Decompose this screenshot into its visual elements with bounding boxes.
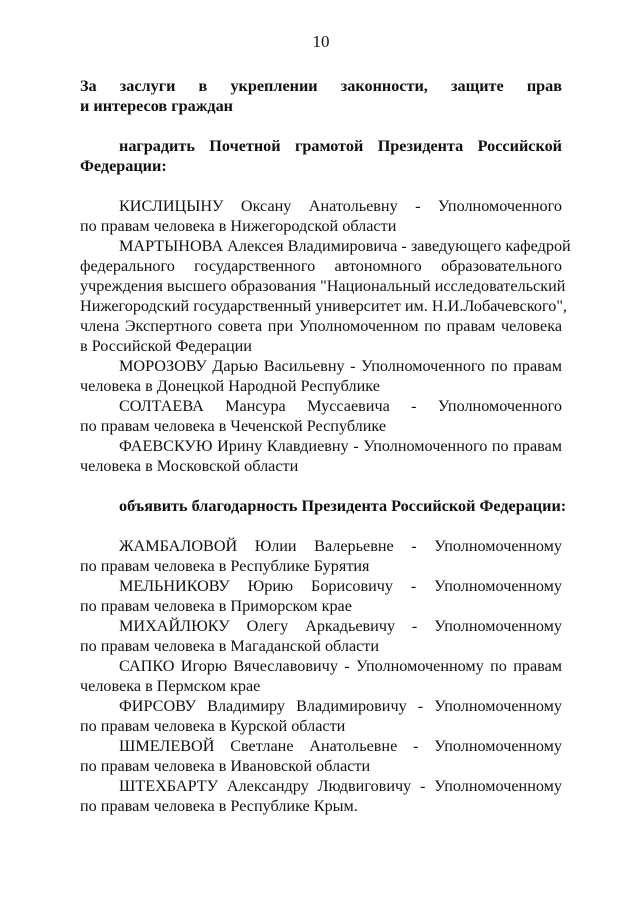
entry-line: по правам человека в Чеченской Республике	[80, 417, 387, 435]
entry-line: ФАЕВСКУЮ Ирину Клавдиевну - Уполномоченного по правам	[119, 437, 562, 455]
award-entry	[80, 396, 562, 436]
award-list	[80, 196, 571, 476]
entry-line: по правам человека в Республике Крым.	[80, 797, 358, 815]
entry-line: по правам человека в Нижегородской области	[80, 217, 397, 235]
entry-line: ШТЕХБАРТУ Александру Людвиговичу - Уполномоченному	[119, 777, 562, 795]
award-entry	[80, 436, 562, 476]
gratitude-entry	[80, 696, 562, 736]
award-entry	[80, 196, 562, 236]
page-number: 10	[312, 32, 330, 51]
entry-line: человека в Пермском крае	[80, 677, 261, 695]
award-heading-line: наградить Почетной грамотой Президента Российской	[119, 137, 562, 155]
gratitude-entry	[80, 536, 562, 576]
entry-line: САПКО Игорю Вячеславовичу - Уполномоченному по правам	[119, 657, 562, 675]
entry-line: члена Экспертного совета при Уполномоченном по правам человека	[80, 317, 562, 335]
gratitude-list	[80, 536, 562, 816]
entry-line: МЕЛЬНИКОВУ Юрию Борисовичу - Уполномоченному	[119, 577, 562, 595]
entry-line: человека в Донецкой Народной Республике	[80, 377, 380, 395]
award-entry	[80, 236, 571, 356]
entry-line: ФИРСОВУ Владимиру Владимировичу - Уполномоченному	[119, 697, 562, 715]
merits-heading-line: За заслуги в укреплении законности, защите прав	[80, 77, 562, 95]
entry-line: МАРТЫНОВА Алексея Владимировича - заведующего кафедрой	[119, 237, 571, 255]
entry-line: СОЛТАЕВА Мансура Муссаевича - Уполномоченного	[119, 397, 562, 415]
entry-line: человека в Московской области	[80, 457, 299, 475]
entry-line: ШМЕЛЕВОЙ Светлане Анатольевне - Уполномоченному	[119, 737, 562, 755]
entry-line: по правам человека в Приморском крае	[80, 597, 352, 615]
award-entry	[80, 356, 562, 396]
entry-line: Нижегородский государственный университет им. Н.И.Лобачевского",	[80, 297, 567, 315]
entry-line: КИСЛИЦЫНУ Оксану Анатольевну - Уполномоченного	[119, 197, 562, 215]
entry-line: по правам человека в Магаданской области	[80, 637, 380, 655]
entry-line: ЖАМБАЛОВОЙ Юлии Валерьевне - Уполномоченному	[119, 537, 562, 555]
gratitude-entry	[80, 616, 562, 656]
gratitude-entry	[80, 656, 562, 696]
award-heading	[80, 136, 562, 176]
gratitude-entry	[80, 736, 562, 776]
entry-line: МИХАЙЛЮКУ Олегу Аркадьевичу - Уполномоченному	[119, 617, 562, 635]
entry-line: в Российской Федерации	[80, 337, 252, 355]
entry-line: федерального государственного автономного образовательного	[80, 257, 562, 275]
entry-line: по правам человека в Республике Бурятия	[80, 557, 370, 575]
gratitude-entry	[80, 576, 562, 616]
entry-line: по правам человека в Курской области	[80, 717, 346, 735]
entry-line: МОРОЗОВУ Дарью Васильевну - Уполномоченного по правам	[119, 357, 562, 375]
gratitude-heading-line: объявить благодарность Президента Российской Федерации:	[119, 497, 567, 515]
merits-heading-line: и интересов граждан	[80, 97, 234, 115]
gratitude-heading	[80, 496, 567, 516]
gratitude-entry	[80, 776, 562, 816]
entry-line: учреждения высшего образования "Национальный исследовательский	[80, 277, 566, 295]
merits-heading	[80, 76, 562, 116]
award-heading-line: Федерации:	[80, 157, 167, 175]
entry-line: по правам человека в Ивановской области	[80, 757, 371, 775]
